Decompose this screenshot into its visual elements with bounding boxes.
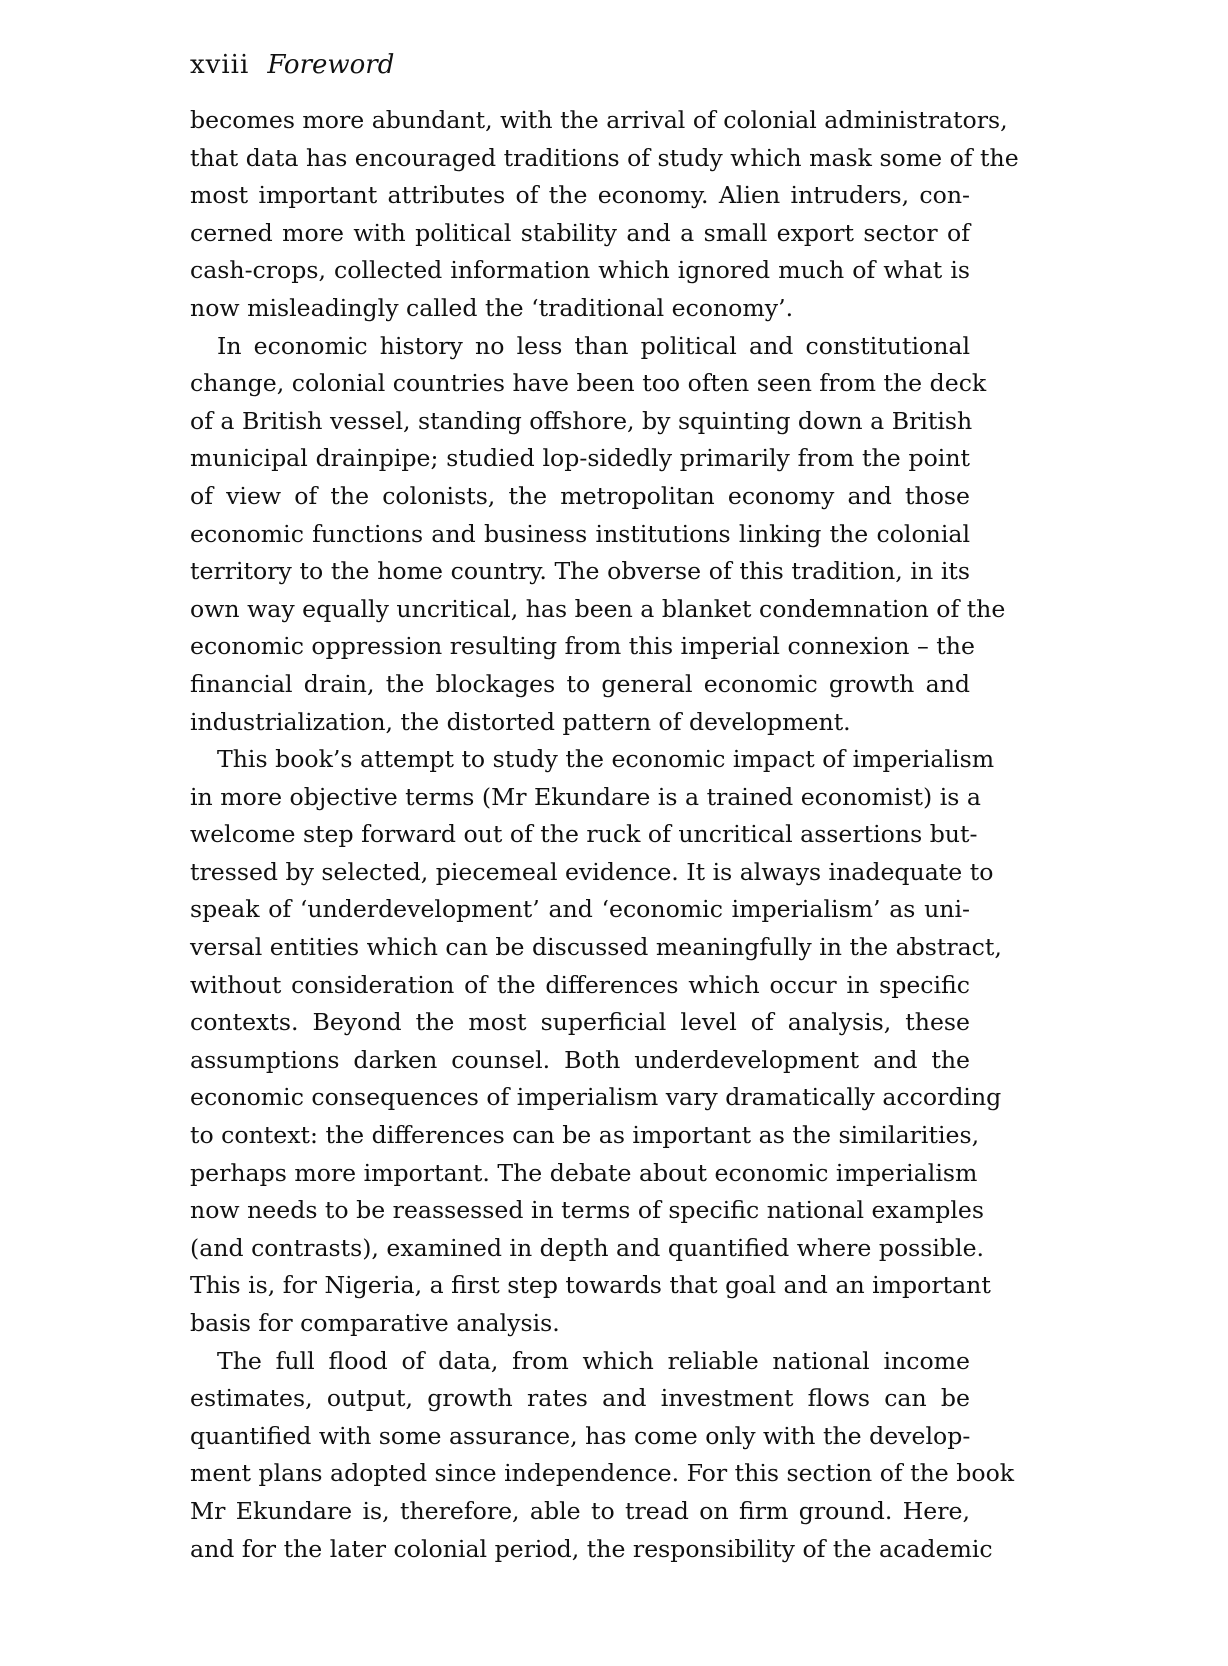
text-line: change, colonial countries have been too often seen from the deck: [190, 369, 987, 398]
text-line: and for the later colonial period, the responsibility of the academic: [190, 1534, 993, 1563]
text-line: territory to the home country. The obverse of this tradition, in its: [190, 557, 970, 586]
text-line: In economic history no less than political and constitutional: [217, 331, 970, 360]
text-line: versal entities which can be discussed meaningfully in the abstract,: [190, 933, 1002, 962]
text-line: quantified with some assurance, has come only with the develop-: [190, 1421, 971, 1450]
text-line: most important attributes of the economy. Alien intruders, con-: [190, 181, 970, 210]
text-line: economic oppression resulting from this imperial connexion – the: [190, 632, 975, 661]
text-line: estimates, output, growth rates and investment flows can be: [190, 1384, 970, 1413]
section-title: Foreword: [267, 50, 395, 80]
text-line: becomes more abundant, with the arrival of colonial administrators,: [190, 106, 1008, 134]
text-line: now misleadingly called the ‘traditional economy’.: [190, 293, 794, 322]
text-line: cerned more with political stability and a small export sector of: [190, 218, 970, 247]
text-line: The full flood of data, from which reliable national income: [217, 1346, 970, 1375]
text-line: economic consequences of imperialism vary dramatically according: [190, 1083, 1002, 1112]
page-number: xviii: [190, 50, 250, 80]
text-line: basis for comparative analysis.: [190, 1309, 560, 1337]
text-line: This is, for Nigeria, a first step towards that goal and an important: [190, 1271, 991, 1300]
text-line: welcome step forward out of the ruck of uncritical assertions but-: [190, 820, 978, 849]
text-line: now needs to be reassessed in terms of specific national examples: [190, 1196, 984, 1225]
text-line: economic functions and business institutions linking the colonial: [190, 519, 970, 548]
text-line: ment plans adopted since independence. For this section of the book: [190, 1459, 1015, 1488]
text-line: Mr Ekundare is, therefore, able to tread on firm ground. Here,: [190, 1496, 970, 1525]
text-line: assumptions darken counsel. Both underdevelopment and the: [190, 1045, 970, 1074]
text-line: speak of ‘underdevelopment’ and ‘economic imperialism’ as uni-: [190, 895, 970, 924]
body-text: [190, 102, 1019, 1568]
text-line: to context: the differences can be as important as the similarities,: [190, 1121, 980, 1150]
text-line: own way equally uncritical, has been a blanket condemnation of the: [190, 594, 1006, 623]
text-line: municipal drainpipe; studied lop-sidedly primarily from the point: [190, 444, 970, 473]
text-line: that data has encouraged traditions of study which mask some of the: [190, 143, 1019, 172]
text-line: cash-crops, collected information which ignored much of what is: [190, 256, 970, 285]
text-line: This book’s attempt to study the economic impact of imperialism: [217, 745, 995, 774]
text-line: of view of the colonists, the metropolitan economy and those: [190, 481, 970, 510]
running-head: [190, 48, 394, 82]
text-line: tressed by selected, piecemeal evidence. It is always inadequate to: [190, 857, 994, 886]
text-line: (and contrasts), examined in depth and quantified where possible.: [190, 1233, 985, 1262]
text-line: industrialization, the distorted pattern of development.: [190, 707, 851, 736]
text-line: contexts. Beyond the most superficial level of analysis, these: [190, 1008, 970, 1037]
text-line: of a British vessel, standing offshore, by squinting down a British: [190, 406, 973, 435]
text-line: financial drain, the blockages to general economic growth and: [190, 669, 970, 698]
text-line: without consideration of the differences which occur in specific: [190, 970, 970, 999]
text-line: perhaps more important. The debate about economic imperialism: [190, 1158, 978, 1187]
text-line: in more objective terms (Mr Ekundare is a trained economist) is a: [190, 782, 981, 811]
